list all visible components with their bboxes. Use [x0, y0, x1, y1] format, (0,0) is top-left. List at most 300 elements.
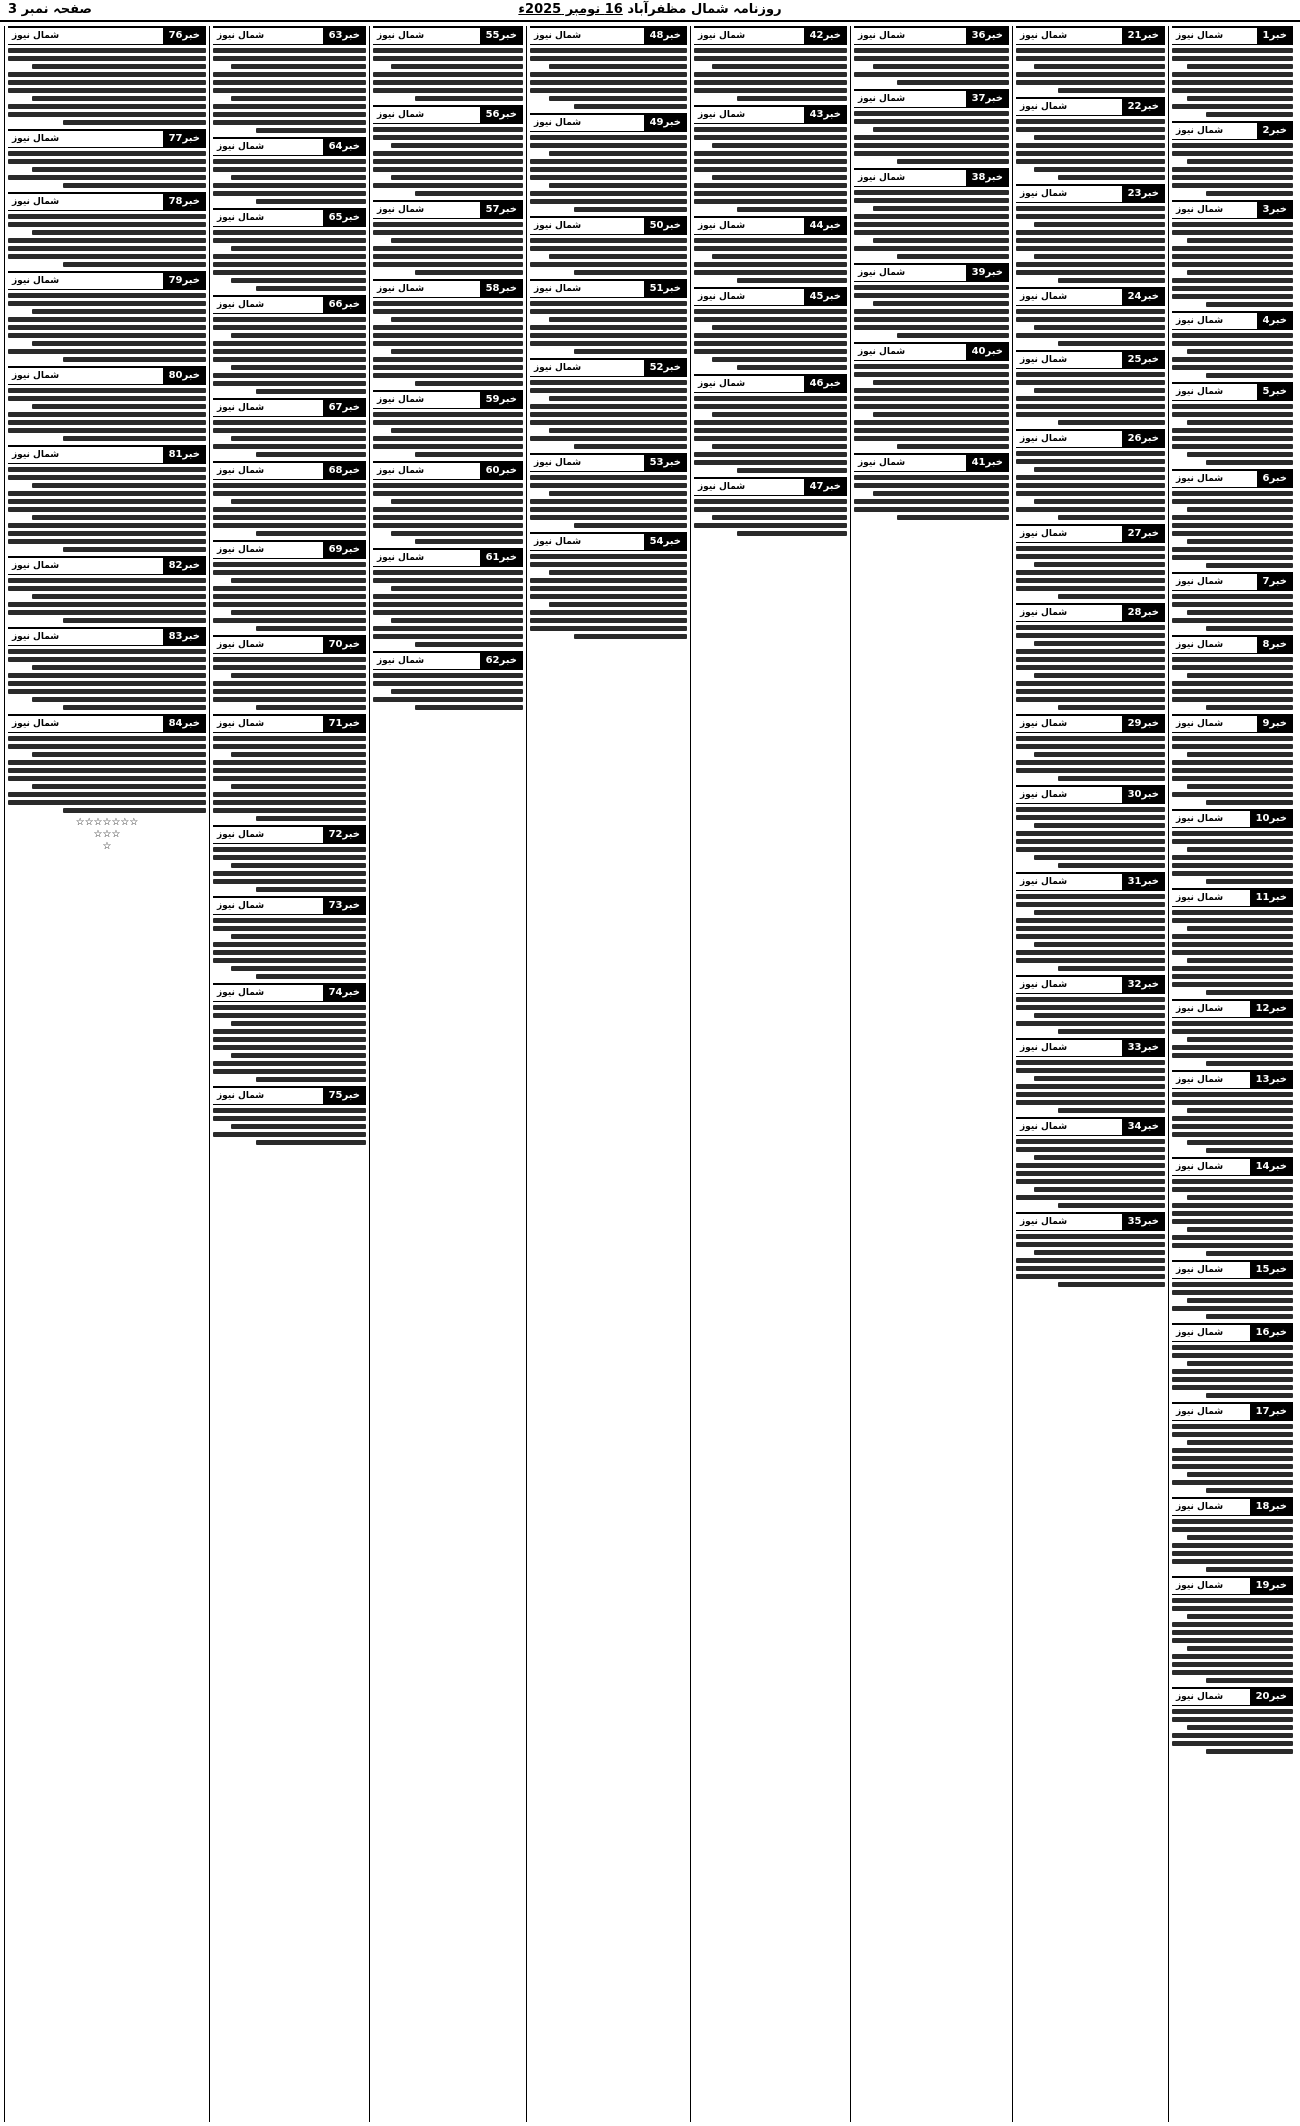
news-item — [694, 216, 847, 283]
news-item-header — [8, 129, 206, 148]
body-text-line — [854, 364, 1009, 369]
news-item-number: خبر54 — [644, 534, 687, 550]
news-column — [4, 26, 209, 2122]
body-text-line — [213, 72, 366, 77]
news-item-number: خبر4 — [1257, 313, 1293, 329]
body-text-line — [1034, 135, 1165, 140]
body-text-line — [1172, 1717, 1293, 1722]
body-text-line — [1187, 1037, 1293, 1042]
body-text-line — [1172, 918, 1293, 923]
dateline: شمال نیوز — [1176, 474, 1224, 484]
dateline: شمال نیوز — [377, 205, 425, 215]
news-item — [373, 461, 523, 544]
body-text-line — [574, 444, 687, 449]
dateline: شمال نیوز — [698, 482, 746, 492]
news-item — [213, 825, 366, 892]
news-item — [213, 295, 366, 394]
body-text-line — [1016, 807, 1165, 812]
news-item-header — [1016, 524, 1165, 543]
body-text-line — [213, 768, 366, 773]
news-item — [213, 461, 366, 536]
body-text-line — [712, 412, 847, 417]
dateline: شمال نیوز — [534, 221, 582, 231]
body-text-line — [1172, 1132, 1293, 1137]
news-item — [1016, 350, 1165, 425]
star-row: ☆☆☆☆☆☆☆ — [75, 817, 139, 828]
body-text-line — [712, 325, 847, 330]
body-text-line — [1187, 1440, 1293, 1445]
news-item-header — [694, 374, 847, 393]
body-text-line — [1172, 689, 1293, 694]
body-text-line — [1172, 1464, 1293, 1469]
body-text-line — [1206, 626, 1293, 631]
body-text-line — [213, 1132, 366, 1137]
news-item-header — [373, 200, 523, 219]
news-item — [1172, 714, 1293, 805]
body-text-line — [1172, 744, 1293, 749]
news-item-number: خبر45 — [804, 289, 847, 305]
body-text-line — [1172, 104, 1293, 109]
body-text-line — [213, 183, 366, 188]
news-column — [690, 26, 850, 2122]
body-text-line — [530, 404, 687, 409]
body-text-line — [8, 610, 206, 615]
news-item — [694, 26, 847, 101]
news-item-number: خبر11 — [1250, 890, 1293, 906]
body-text-line — [1016, 1092, 1165, 1097]
body-text-line — [1058, 341, 1165, 346]
body-text-line — [231, 246, 366, 251]
body-text-line — [854, 388, 1009, 393]
body-text-line — [1016, 847, 1165, 852]
body-text-line — [530, 341, 687, 346]
body-text-line — [1172, 863, 1293, 868]
body-text-line — [1016, 681, 1165, 686]
dateline: شمال نیوز — [534, 537, 582, 547]
body-text-line — [854, 285, 1009, 290]
news-item — [1172, 1687, 1293, 1754]
body-text-line — [530, 594, 687, 599]
body-text-line — [1058, 966, 1165, 971]
body-text-line — [1016, 633, 1165, 638]
body-text-line — [8, 649, 206, 654]
body-text-line — [1206, 1488, 1293, 1493]
body-text-line — [1172, 1527, 1293, 1532]
news-item — [1016, 524, 1165, 599]
news-item — [1016, 1117, 1165, 1208]
dateline: شمال نیوز — [1176, 1581, 1224, 1591]
body-text-line — [1016, 72, 1165, 77]
body-text-line — [1034, 499, 1165, 504]
dateline: شمال نیوز — [858, 31, 906, 41]
body-text-line — [897, 254, 1009, 259]
body-text-line — [32, 697, 206, 702]
news-item-number: خبر59 — [480, 392, 523, 408]
body-text-line — [8, 657, 206, 662]
news-item-number: خبر65 — [323, 210, 366, 226]
body-text-line — [694, 135, 847, 140]
news-item-header — [530, 26, 687, 45]
body-text-line — [1172, 776, 1293, 781]
news-item-header — [530, 113, 687, 132]
body-text-line — [8, 744, 206, 749]
news-item-number: خبر2 — [1257, 123, 1293, 139]
news-item — [1172, 1576, 1293, 1683]
dateline: شمال نیوز — [1176, 1004, 1224, 1014]
body-text-line — [530, 175, 687, 180]
news-item — [8, 627, 206, 710]
body-text-line — [391, 175, 523, 180]
news-item — [213, 26, 366, 133]
news-item-number: خبر53 — [644, 455, 687, 471]
dateline: شمال نیوز — [12, 197, 60, 207]
body-text-line — [897, 333, 1009, 338]
body-text-line — [694, 349, 847, 354]
body-text-line — [530, 626, 687, 631]
body-text-line — [1206, 460, 1293, 465]
body-text-line — [1016, 1195, 1165, 1200]
news-item-header — [1172, 1260, 1293, 1279]
body-text-line — [256, 128, 366, 133]
body-text-line — [213, 602, 366, 607]
body-text-line — [63, 262, 206, 267]
body-text-line — [854, 499, 1009, 504]
body-text-line — [213, 879, 366, 884]
body-text-line — [256, 531, 366, 536]
body-text-line — [213, 950, 366, 955]
body-text-line — [1206, 373, 1293, 378]
body-text-line — [1172, 1559, 1293, 1564]
body-text-line — [1172, 72, 1293, 77]
body-text-line — [694, 127, 847, 132]
body-text-line — [1058, 278, 1165, 283]
body-text-line — [213, 800, 366, 805]
news-item-number: خبر42 — [804, 28, 847, 44]
dateline: شمال نیوز — [1020, 1217, 1068, 1227]
body-text-line — [8, 333, 206, 338]
body-text-line — [373, 491, 523, 496]
body-text-line — [213, 1013, 366, 1018]
body-text-line — [8, 586, 206, 591]
body-text-line — [1016, 625, 1165, 630]
body-text-line — [1172, 831, 1293, 836]
body-text-line — [415, 705, 523, 710]
body-text-line — [1016, 1068, 1165, 1073]
body-text-line — [213, 515, 366, 520]
news-item-number: خبر69 — [323, 542, 366, 558]
body-text-line — [1172, 183, 1293, 188]
body-text-line — [854, 325, 1009, 330]
body-text-line — [415, 96, 523, 101]
dateline: شمال نیوز — [1176, 893, 1224, 903]
body-text-line — [373, 222, 523, 227]
body-text-line — [231, 578, 366, 583]
body-text-line — [213, 381, 366, 386]
news-item-header — [1016, 26, 1165, 45]
body-text-line — [213, 317, 366, 322]
dateline: شمال نیوز — [12, 134, 60, 144]
dateline: شمال نیوز — [12, 719, 60, 729]
body-text-line — [1172, 1282, 1293, 1287]
body-text-line — [1016, 958, 1165, 963]
body-text-line — [854, 483, 1009, 488]
body-text-line — [1016, 902, 1165, 907]
body-text-line — [712, 175, 847, 180]
body-text-line — [854, 317, 1009, 322]
body-text-line — [1172, 1432, 1293, 1437]
news-item-number: خبر20 — [1250, 1689, 1293, 1705]
body-text-line — [1172, 1211, 1293, 1216]
news-item-number: خبر26 — [1122, 431, 1165, 447]
body-text-line — [1016, 451, 1165, 456]
body-text-line — [1172, 1124, 1293, 1129]
body-text-line — [373, 578, 523, 583]
dateline: شمال نیوز — [217, 466, 265, 476]
body-text-line — [256, 199, 366, 204]
body-text-line — [8, 159, 206, 164]
dateline: شمال نیوز — [1176, 1328, 1224, 1338]
body-text-line — [1016, 768, 1165, 773]
news-item-number: خبر70 — [323, 637, 366, 653]
body-text-line — [373, 673, 523, 678]
body-text-line — [530, 159, 687, 164]
body-text-line — [415, 381, 523, 386]
body-text-line — [1016, 309, 1165, 314]
body-text-line — [1172, 1187, 1293, 1192]
body-text-line — [1172, 1741, 1293, 1746]
body-text-line — [32, 784, 206, 789]
news-item — [1172, 572, 1293, 631]
dateline: شمال نیوز — [534, 284, 582, 294]
dateline: شمال نیوز — [377, 656, 425, 666]
newspaper-page — [4, 26, 1296, 2122]
body-text-line — [1206, 1393, 1293, 1398]
body-text-line — [213, 776, 366, 781]
body-text-line — [1172, 1290, 1293, 1295]
dateline: شمال نیوز — [1176, 387, 1224, 397]
body-text-line — [256, 452, 366, 457]
body-text-line — [8, 222, 206, 227]
body-text-line — [1187, 1140, 1293, 1145]
body-text-line — [694, 88, 847, 93]
body-text-line — [8, 578, 206, 583]
body-text-line — [530, 578, 687, 583]
dateline: شمال نیوز — [1176, 1692, 1224, 1702]
news-item-number: خبر6 — [1257, 471, 1293, 487]
body-text-line — [213, 808, 366, 813]
news-item-header — [213, 714, 366, 733]
body-text-line — [530, 618, 687, 623]
dateline: شمال نیوز — [217, 988, 265, 998]
news-item-header — [213, 1086, 366, 1105]
news-item — [1016, 785, 1165, 868]
body-text-line — [1058, 1282, 1165, 1287]
body-text-line — [8, 428, 206, 433]
body-text-line — [1172, 1480, 1293, 1485]
body-text-line — [32, 64, 206, 69]
body-text-line — [1187, 96, 1293, 101]
body-text-line — [8, 293, 206, 298]
news-item-number: خبر30 — [1122, 787, 1165, 803]
body-text-line — [1016, 1139, 1165, 1144]
news-item-number: خبر61 — [480, 550, 523, 566]
body-text-line — [63, 547, 206, 552]
body-text-line — [213, 1116, 366, 1121]
body-text-line — [1016, 831, 1165, 836]
body-text-line — [213, 491, 366, 496]
news-item-header — [373, 548, 523, 567]
news-item — [213, 714, 366, 821]
body-text-line — [373, 48, 523, 53]
body-text-line — [373, 483, 523, 488]
body-text-line — [530, 475, 687, 480]
body-text-line — [213, 48, 366, 53]
news-item-number: خبر79 — [163, 273, 206, 289]
body-text-line — [1187, 1298, 1293, 1303]
news-item-header — [1016, 1038, 1165, 1057]
body-text-line — [1172, 1235, 1293, 1240]
dateline: شمال نیوز — [217, 31, 265, 41]
body-text-line — [694, 499, 847, 504]
body-text-line — [873, 491, 1009, 496]
body-text-line — [549, 570, 687, 575]
body-text-line — [574, 634, 687, 639]
news-item-number: خبر16 — [1250, 1325, 1293, 1341]
news-item — [854, 263, 1009, 338]
news-item-number: خبر33 — [1122, 1040, 1165, 1056]
news-item-header — [213, 540, 366, 559]
news-item-header — [213, 295, 366, 314]
news-item-number: خبر18 — [1250, 1499, 1293, 1515]
body-text-line — [854, 198, 1009, 203]
news-item-number: خبر49 — [644, 115, 687, 131]
body-text-line — [213, 942, 366, 947]
news-item — [854, 453, 1009, 520]
body-text-line — [897, 515, 1009, 520]
news-item-header — [1016, 785, 1165, 804]
body-text-line — [1172, 1638, 1293, 1643]
body-text-line — [1016, 230, 1165, 235]
dateline: شمال نیوز — [1020, 529, 1068, 539]
body-text-line — [1016, 649, 1165, 654]
body-text-line — [530, 199, 687, 204]
body-text-line — [213, 1061, 366, 1066]
dateline: شمال نیوز — [1176, 719, 1224, 729]
dateline: شمال نیوز — [12, 276, 60, 286]
body-text-line — [574, 104, 687, 109]
body-text-line — [1172, 333, 1293, 338]
body-text-line — [63, 808, 206, 813]
body-text-line — [1206, 1061, 1293, 1066]
news-item — [1172, 1070, 1293, 1153]
body-text-line — [8, 673, 206, 678]
dateline: شمال نیوز — [1020, 189, 1068, 199]
body-text-line — [854, 143, 1009, 148]
body-text-line — [213, 855, 366, 860]
news-item-number: خبر5 — [1257, 384, 1293, 400]
body-text-line — [373, 634, 523, 639]
body-text-line — [1172, 278, 1293, 283]
body-text-line — [8, 523, 206, 528]
body-text-line — [854, 246, 1009, 251]
dateline: شمال نیوز — [698, 292, 746, 302]
body-text-line — [1172, 1543, 1293, 1548]
body-text-line — [8, 214, 206, 219]
body-text-line — [854, 119, 1009, 124]
news-item-header — [213, 398, 366, 417]
news-item-number: خبر23 — [1122, 186, 1165, 202]
dateline: شمال نیوز — [1176, 126, 1224, 136]
news-item-header — [694, 26, 847, 45]
body-text-line — [231, 333, 366, 338]
news-item — [213, 137, 366, 204]
dateline: شمال نیوز — [1176, 1502, 1224, 1512]
news-item — [373, 200, 523, 275]
body-text-line — [574, 207, 687, 212]
body-text-line — [1034, 823, 1165, 828]
body-text-line — [1058, 863, 1165, 868]
dateline: شمال نیوز — [534, 363, 582, 373]
body-text-line — [694, 167, 847, 172]
body-text-line — [8, 317, 206, 322]
body-text-line — [8, 776, 206, 781]
news-item — [8, 26, 206, 125]
news-item-number: خبر12 — [1250, 1001, 1293, 1017]
body-text-line — [32, 665, 206, 670]
news-item-header — [1016, 429, 1165, 448]
news-item-header — [213, 26, 366, 45]
news-item — [1172, 1497, 1293, 1572]
body-text-line — [1034, 1187, 1165, 1192]
body-text-line — [213, 262, 366, 267]
body-text-line — [530, 499, 687, 504]
body-text-line — [694, 80, 847, 85]
body-text-line — [373, 357, 523, 362]
body-text-line — [1172, 151, 1293, 156]
body-text-line — [854, 48, 1009, 53]
dateline: شمال نیوز — [1020, 608, 1068, 618]
body-text-line — [256, 286, 366, 291]
body-text-line — [1016, 56, 1165, 61]
body-text-line — [63, 436, 206, 441]
news-item-header — [1016, 1117, 1165, 1136]
body-text-line — [231, 365, 366, 370]
body-text-line — [373, 420, 523, 425]
body-text-line — [1172, 910, 1293, 915]
news-column — [369, 26, 526, 2122]
news-item — [1172, 999, 1293, 1066]
news-item-header — [1172, 572, 1293, 591]
body-text-line — [256, 816, 366, 821]
masthead — [0, 0, 1300, 22]
dateline: شمال نیوز — [377, 466, 425, 476]
body-text-line — [373, 262, 523, 267]
body-text-line — [1187, 752, 1293, 757]
news-item-header — [373, 279, 523, 298]
news-item-number: خبر35 — [1122, 1214, 1165, 1230]
news-item-number: خبر72 — [323, 827, 366, 843]
news-item-number: خبر27 — [1122, 526, 1165, 542]
body-text-line — [854, 507, 1009, 512]
body-text-line — [1016, 554, 1165, 559]
news-item — [1172, 1323, 1293, 1398]
body-text-line — [854, 396, 1009, 401]
body-text-line — [1034, 910, 1165, 915]
body-text-line — [694, 270, 847, 275]
news-item-number: خبر82 — [163, 558, 206, 574]
body-text-line — [373, 436, 523, 441]
body-text-line — [8, 736, 206, 741]
